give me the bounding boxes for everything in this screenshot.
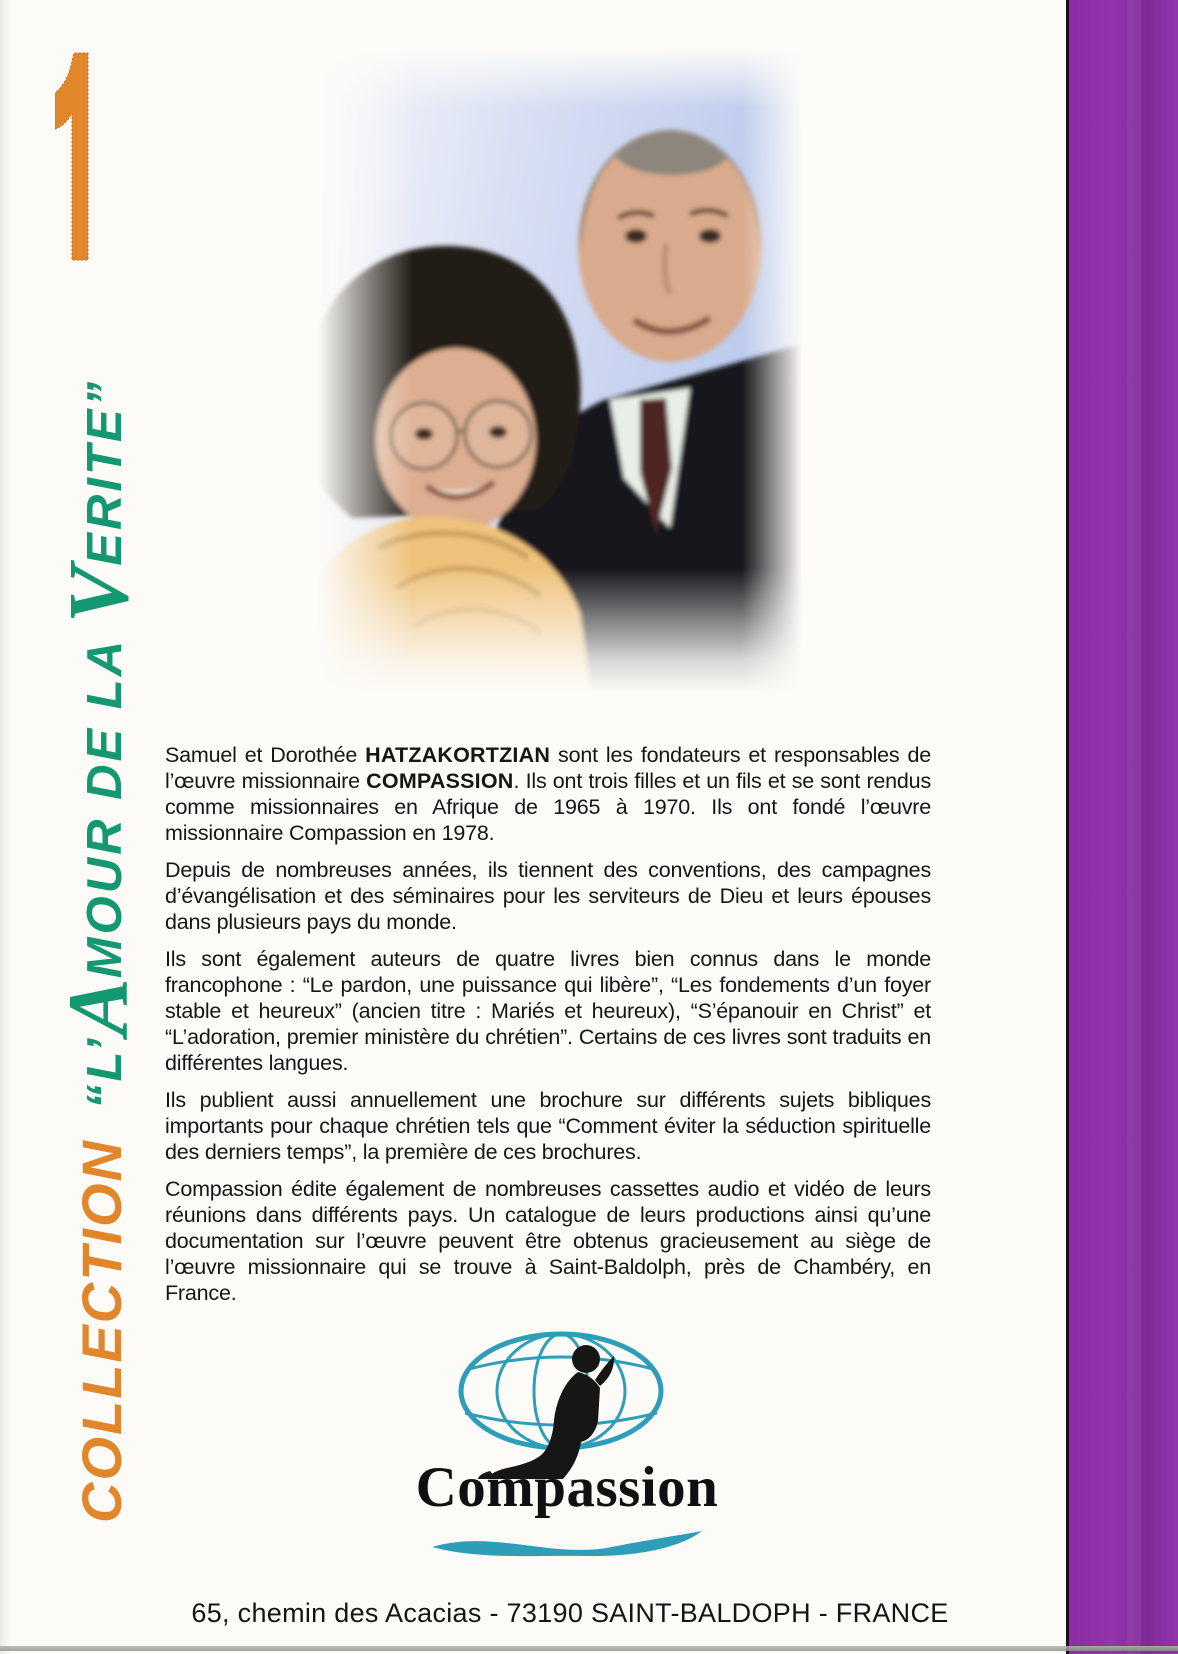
number-one-glyph bbox=[55, 52, 89, 264]
wave-swoosh-icon bbox=[430, 1526, 704, 1558]
body-paragraph bbox=[165, 1176, 931, 1306]
sidebar-title-line bbox=[24, 378, 150, 1523]
scan-edge-shadow bbox=[0, 0, 10, 1654]
body-paragraph bbox=[165, 742, 931, 846]
compassion-logo bbox=[392, 1328, 742, 1558]
sidebar-vertical-title bbox=[24, 378, 150, 1523]
body-paragraph bbox=[165, 857, 931, 935]
paragraph-text: sont les fondateurs et responsables de l’œuvre missionnaire bbox=[165, 743, 931, 793]
logo-wordmark: Compassion bbox=[415, 1456, 719, 1519]
paragraph-text: Samuel et Dorothée bbox=[165, 743, 366, 767]
emphasized-name: HATZAKORTZIAN bbox=[365, 743, 551, 767]
body-text bbox=[165, 742, 931, 1317]
series-swash-a: A bbox=[50, 978, 146, 1036]
paragraph-text: . Ils ont trois filles et un fils et se sont rendus comme missionnaires en Afrique de 1965 à 1970. Ils ont fondé l’œuvre missionnaire Compassion en 1978. bbox=[165, 769, 931, 845]
paragraph-text: Compassion édite également de nombreuses cassettes audio et vidéo de leurs réunions dans différents pays. Un catalogue de leurs productions ainsi qu’une documentation sur l’œuvre peuvent être obtenus gracieusement au siège de l’œuvre missionnaire qui se trouve à Saint-Baldolph, près de Chambéry, en France. bbox=[165, 1177, 931, 1305]
series-title-open: “L’ bbox=[78, 1035, 132, 1110]
issue-number-figure bbox=[55, 52, 89, 264]
body-paragraph bbox=[165, 946, 931, 1076]
paragraph-text: Ils publient aussi annuellement une brochure sur différents sujets bibliques importants pour chaque chrétien tels que “Comment éviter la séduction spirituelle des derniers temps”, la première de ces brochures. bbox=[165, 1088, 931, 1164]
bottom-scan-line bbox=[0, 1646, 1178, 1651]
collection-label: COLLECTION bbox=[70, 1139, 133, 1523]
paragraph-text: Depuis de nombreuses années, ils tiennent des conventions, des campagnes d’évangélisation et des séminaires pour les serviteurs de Dieu et leurs épouses dans plusieurs pays du monde. bbox=[165, 858, 931, 934]
address-line: 65, chemin des Acacias - 73190 SAINT-BALDOPH - FRANCE bbox=[191, 1598, 949, 1628]
series-title-end: ERITE” bbox=[78, 378, 132, 566]
body-paragraph bbox=[165, 1087, 931, 1165]
emphasized-name: COMPASSION bbox=[366, 769, 514, 793]
purple-spine bbox=[1066, 0, 1178, 1654]
series-title-mid: MOUR DE LA bbox=[78, 623, 132, 979]
paragraph-text: Ils sont également auteurs de quatre livres bien connus dans le monde francophone : “Le pardon, une puissance qui libère”, “Les fondements d’un foyer stable et heureux” (ancien titre : Mariés et heureux), “S’épanouir en Christ” et “L’adoration, premier ministère du chrétien”. Certains de ces livres sont traduits en différentes langues. bbox=[165, 947, 931, 1075]
series-title bbox=[42, 378, 146, 1110]
couple-photo bbox=[318, 48, 802, 693]
series-swash-v: V bbox=[50, 565, 146, 624]
